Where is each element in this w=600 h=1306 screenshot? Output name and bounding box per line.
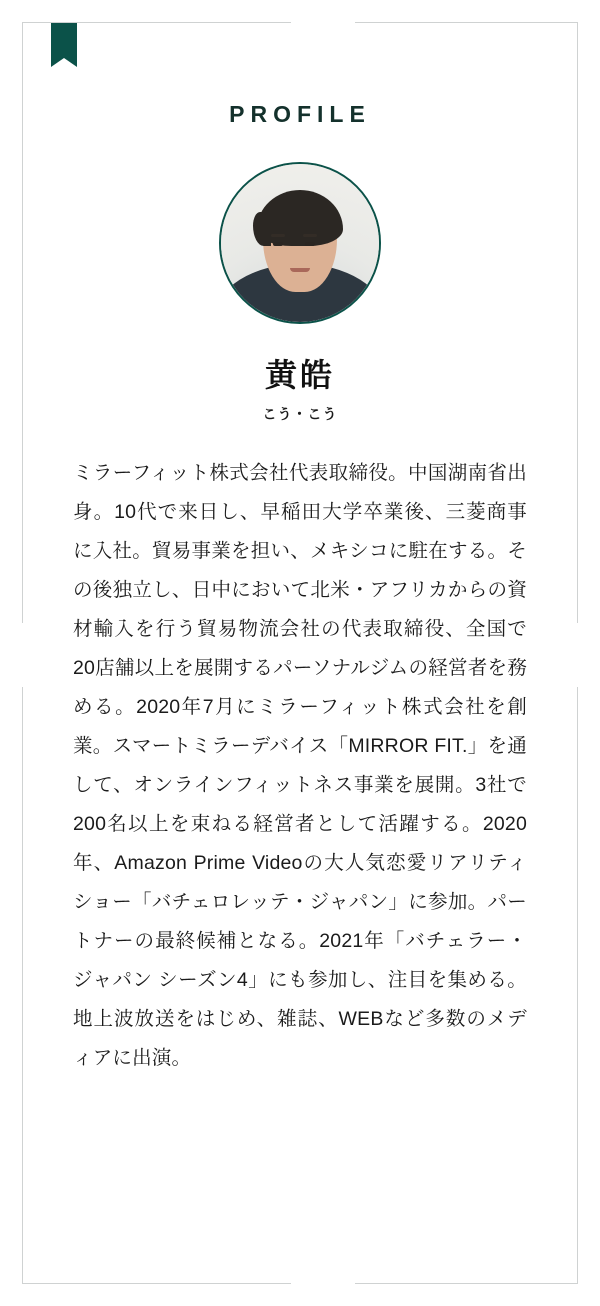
profile-bio: ミラーフィット株式会社代表取締役。中国湖南省出身。10代で来日し、早稲田大学卒業後、三菱商事に入社。貿易事業を担い、メキシコに駐在する。その後独立し、日中において北米・アフリカからの資材輸入を行う貿易物流会社の代表取締役、全国で20店舗以上を展開するパーソナルジムの経営者を務める。2020年7月にミラーフィット株式会社を創業。スマートミラーデバイス「MIRROR FIT.」を通して、オンラインフィットネス事業を展開。3社で200名以上を束ねる経営者として活躍する。2020年、Amazon Prime Videoの大人気恋愛リアリティショー「バチェロレッテ・ジャパン」に参加。パートナーの最終候補となる。2021年「バチェラー・ジャパン シーズン4」にも参加し、注目を集める。地上波放送をはじめ、雑誌、WEBなど多数のメディアに出演。	[73, 462, 527, 1069]
avatar-container	[73, 162, 527, 324]
portrait-photo-icon	[221, 164, 379, 322]
profile-name: 黄皓	[264, 357, 335, 393]
card-content	[23, 23, 577, 1078]
avatar	[219, 162, 381, 324]
card-notch-bottom	[291, 1280, 355, 1286]
profile-card	[22, 22, 578, 1284]
page-title: PROFILE	[229, 101, 371, 127]
profile-name-reading: こう・こう	[262, 406, 338, 422]
